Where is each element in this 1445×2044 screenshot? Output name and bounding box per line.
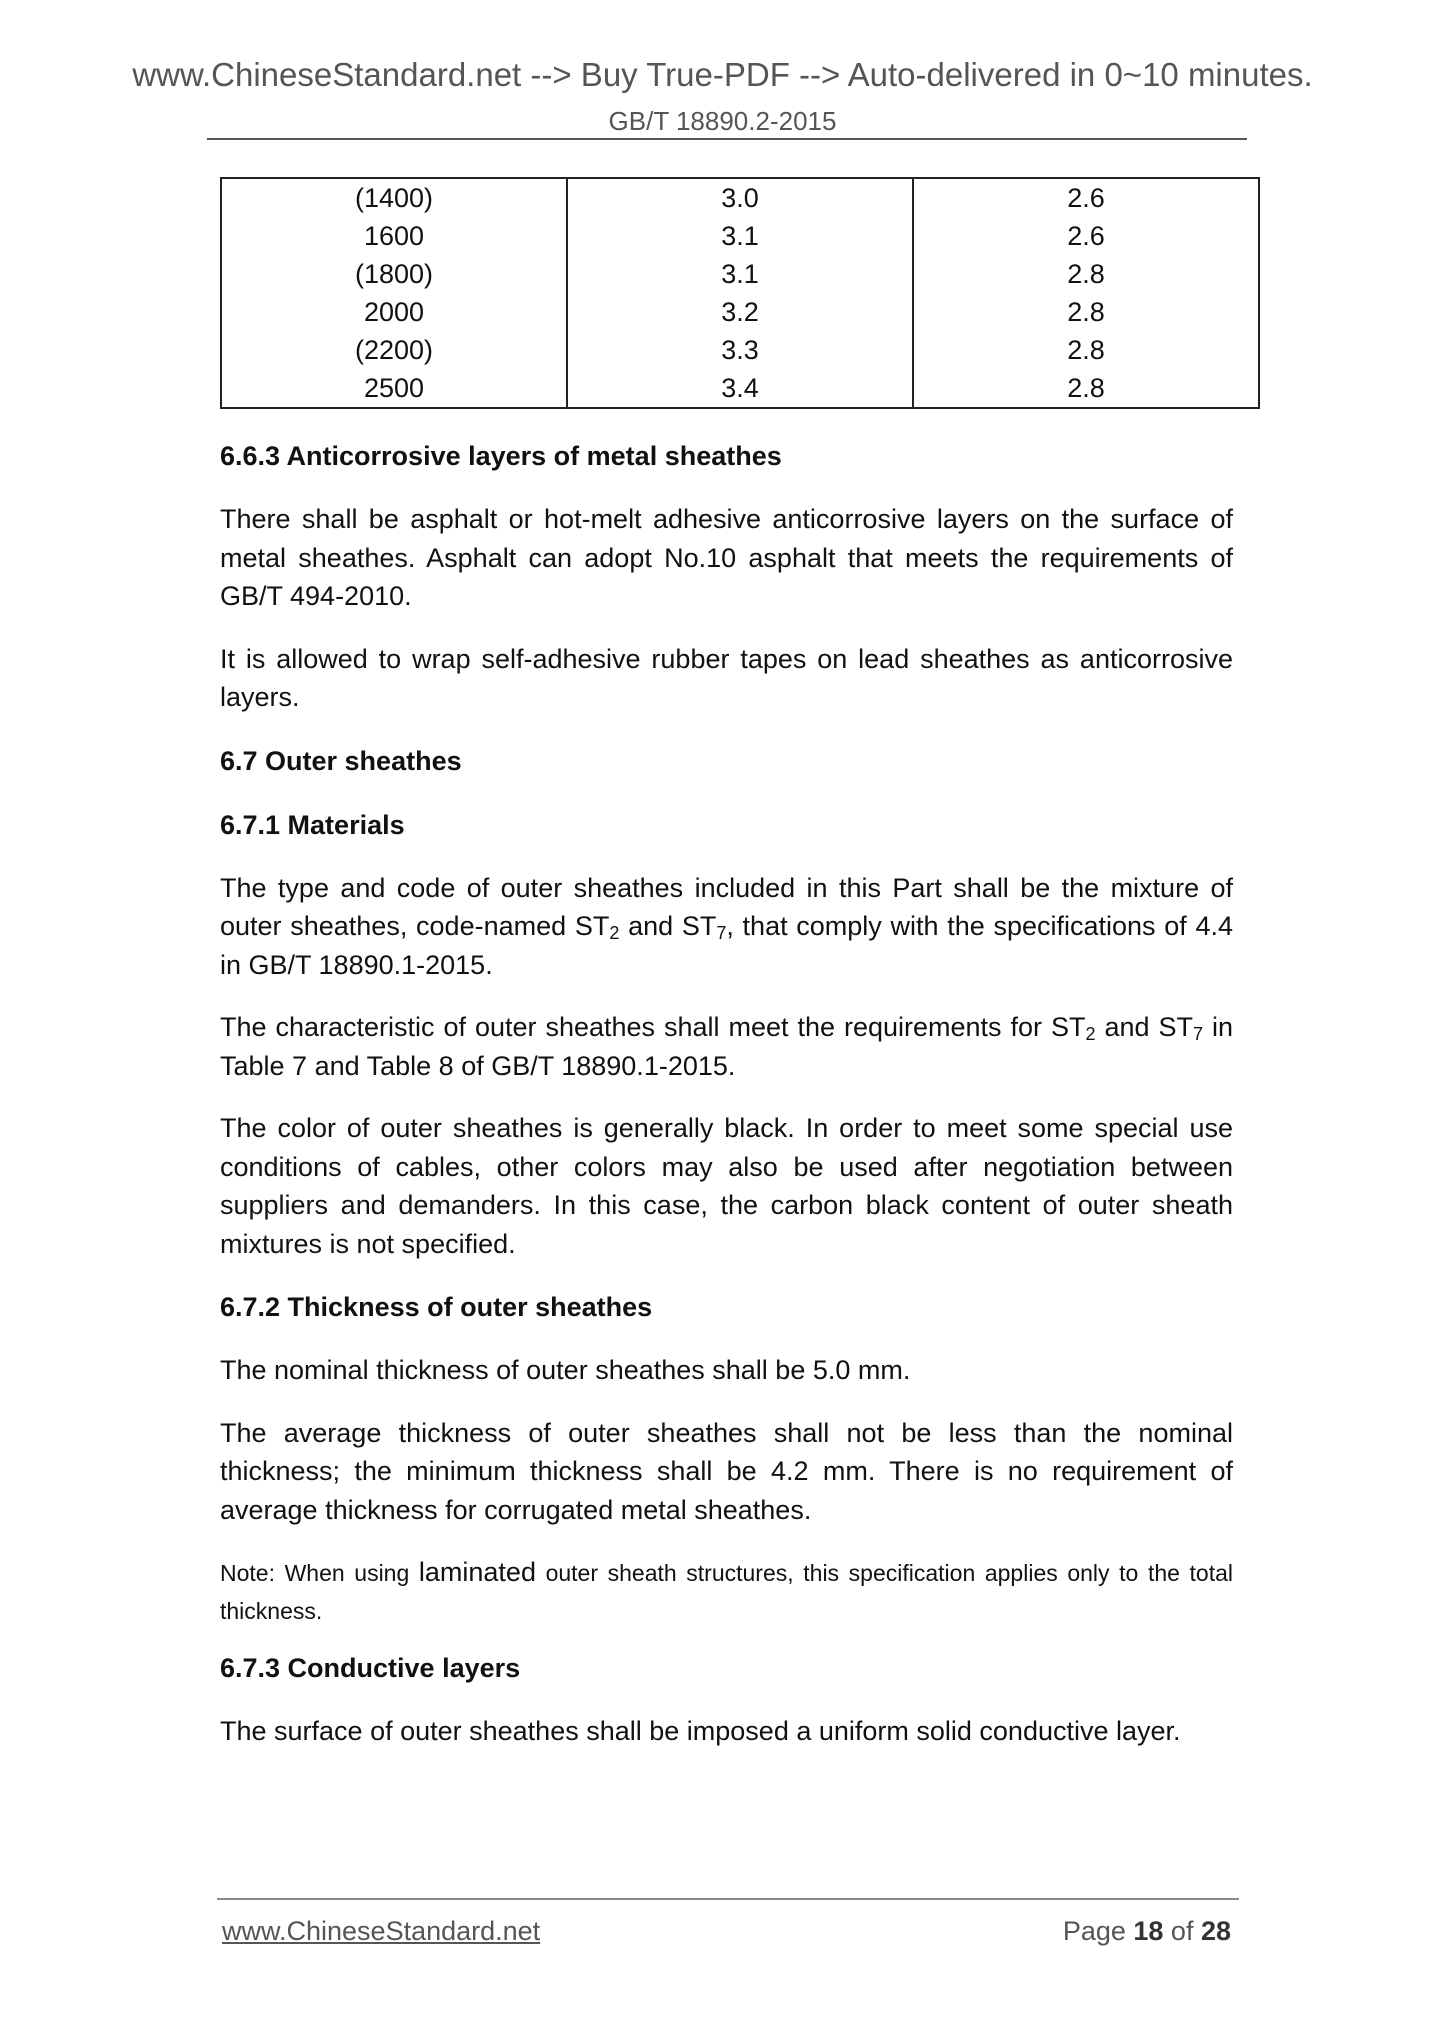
table-column-3 [913,178,1259,408]
paragraph: The average thickness of outer sheathes shall not be less than the nominal thickness; the minimum thickness shall be 4.2 mm. There is no requirement of average thickness for corrugated metal sheathes. [220,1417,1233,1525]
header-standard-id: GB/T 18890.2-2015 [608,106,837,136]
table-column-2 [567,178,913,408]
table-cell: 3.1 [721,221,759,251]
document-body [220,436,1233,1775]
subscript: 7 [716,923,727,943]
text-run: The type and code of outer sheathes included in this Part shall be the mixture of outer sheathes, code-named ST [220,872,1233,941]
note [220,1553,1233,1630]
header-divider [207,138,1247,140]
subscript: 2 [1085,1024,1096,1044]
table-cell: 2500 [363,373,425,403]
paragraph [220,1008,1233,1085]
table-cell: 3.2 [721,297,759,327]
text-run: outer sheath structures, this specification applies only to the total thickness. [220,1560,1234,1624]
header-banner: www.ChineseStandard.net --> Buy True-PDF --> Auto-delivered in 0~10 minutes. [132,56,1313,93]
table-cell: 2.8 [1067,297,1105,327]
footer-divider [217,1898,1239,1900]
table-cell: 2.8 [1067,335,1105,365]
section-heading-6-6-3: 6.6.3 Anticorrosive layers of metal sheathes [220,441,782,471]
table-cell: 2.8 [1067,259,1105,289]
paragraph: The color of outer sheathes is generally black. In order to meet some special use conditions of cables, other colors may also be used after negotiation between suppliers and demanders. In this case, the carbon black content of outer sheath mixtures is not specified. [220,1113,1233,1259]
table-cell: 3.4 [721,373,759,403]
table-cell: 2000 [363,297,425,327]
page-number [1063,1916,1231,1947]
text-run: Note: When using [220,1560,419,1586]
paragraph: The nominal thickness of outer sheathes shall be 5.0 mm. [220,1355,911,1385]
paragraph: It is allowed to wrap self-adhesive rubber tapes on lead sheathes as anticorrosive layers. [220,643,1233,712]
text-run: The characteristic of outer sheathes shall meet the requirements for ST [220,1012,1086,1042]
table-cell: 3.1 [721,259,759,289]
table-cell: 2.8 [1067,373,1105,403]
table-row [221,178,1259,408]
table-cell: 2.6 [1067,221,1105,251]
paragraph: There shall be asphalt or hot-melt adhesive anticorrosive layers on the surface of metal sheathes. Asphalt can adopt No.10 asphalt that meets the requirements of GB/T 494-2010. [220,504,1233,611]
thickness-table [220,177,1260,409]
table-cell: (1800) [354,259,434,289]
section-heading-6-7-1: 6.7.1 Materials [220,809,405,840]
table-cell: 1600 [363,221,425,251]
section-heading-6-7-2: 6.7.2 Thickness of outer sheathes [220,1292,653,1322]
table-cell: 2.6 [1067,183,1105,213]
table-cell: 3.3 [721,335,759,365]
text-run: laminated [418,1557,536,1587]
table-column-1 [221,178,567,408]
table-cell: (2200) [354,335,434,365]
section-heading-6-7: 6.7 Outer sheathes [220,745,462,776]
text-run: , that comply with the specifications of 4.4 in GB/T 18890.1-2015. [220,911,1234,980]
text-run: and ST [619,911,717,941]
text-run: and ST [1095,1012,1193,1042]
text-run: in Table 7 and Table 8 of GB/T 18890.1-2015. [220,1012,1233,1081]
page-label: Page [1062,1916,1134,1946]
section-heading-6-7-3: 6.7.3 Conductive layers [220,1653,521,1683]
subscript: 2 [609,923,620,943]
table-cell: 3.0 [721,183,759,213]
paragraph [220,869,1233,985]
footer-site-link[interactable]: www.ChineseStandard.net [222,1916,541,1946]
total-pages: 28 [1200,1916,1231,1946]
table-cell: (1400) [354,183,434,213]
subscript: 7 [1193,1024,1204,1044]
of-label: of [1163,1916,1201,1946]
current-page: 18 [1133,1916,1164,1946]
paragraph: The surface of outer sheathes shall be imposed a uniform solid conductive layer. [220,1716,1181,1746]
